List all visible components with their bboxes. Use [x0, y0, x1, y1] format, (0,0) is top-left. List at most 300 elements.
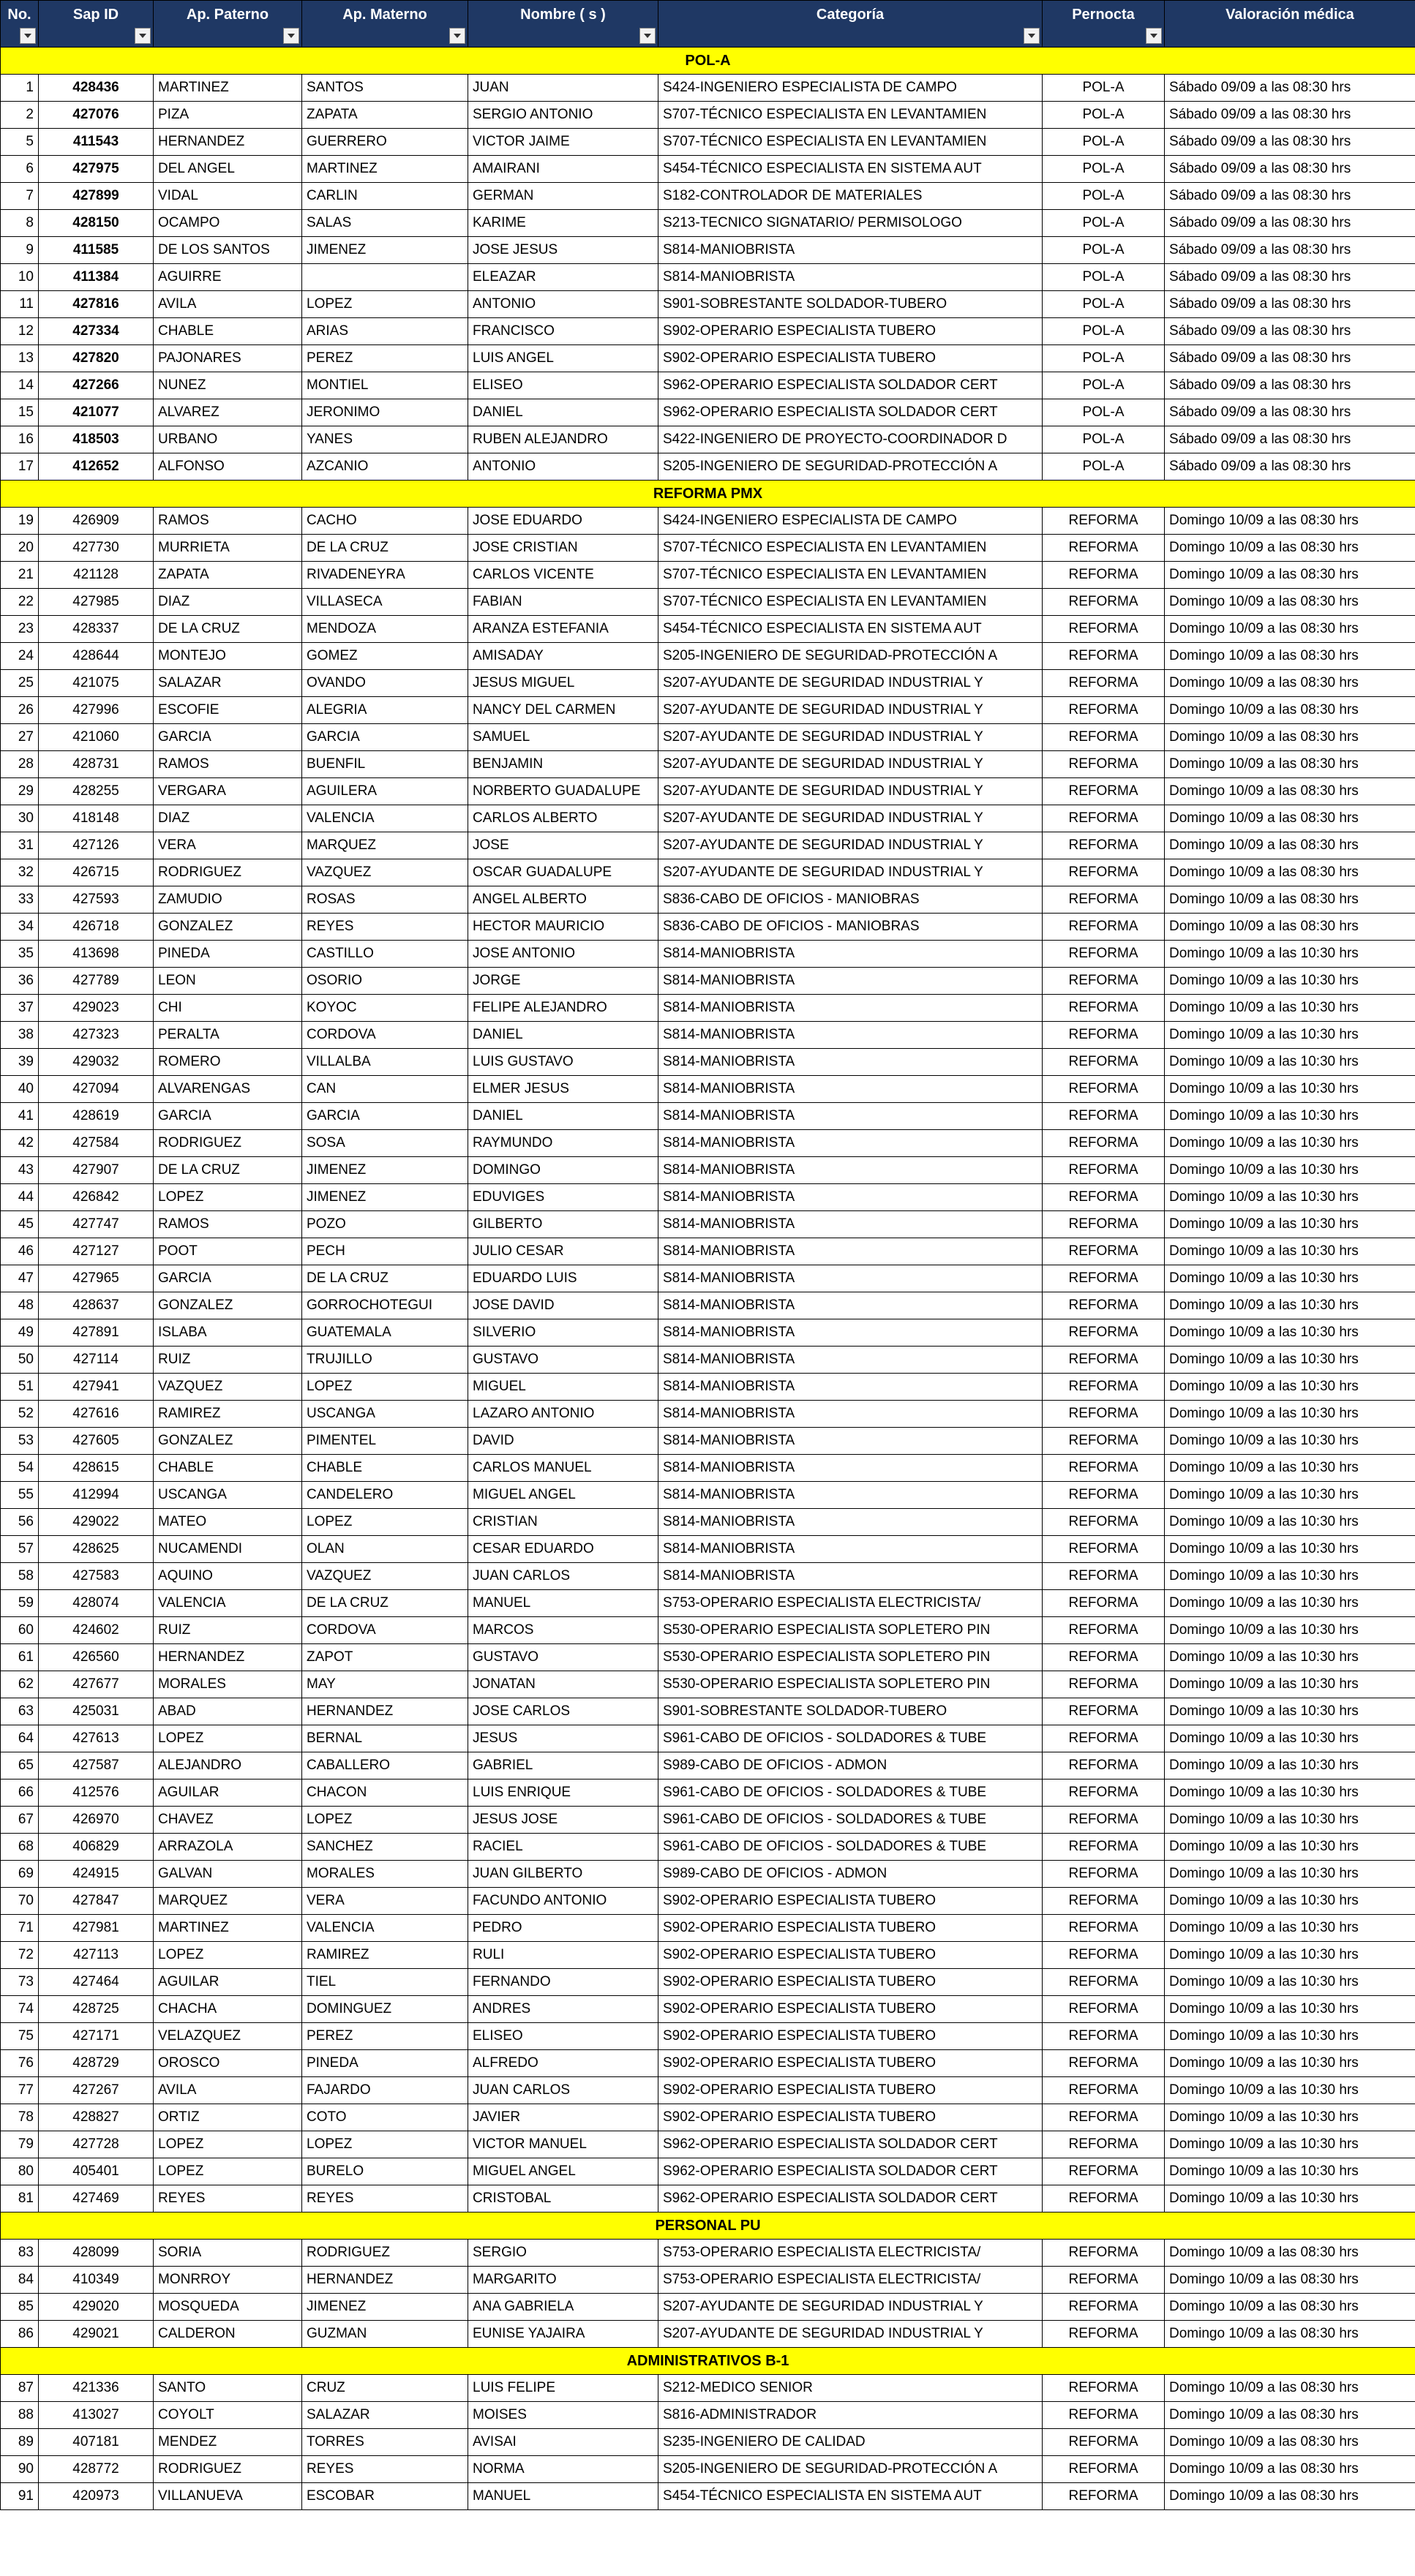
cell-categoria[interactable]: S207-AYUDANTE DE SEGURIDAD INDUSTRIAL Y	[658, 724, 1043, 751]
table-row[interactable]	[1, 968, 1415, 995]
cell-valoracion-medica[interactable]: Domingo 10/09 a las 08:30 hrs	[1165, 562, 1415, 589]
cell-valoracion-medica[interactable]: Domingo 10/09 a las 10:30 hrs	[1165, 1022, 1415, 1049]
cell-valoracion-medica[interactable]: Domingo 10/09 a las 08:30 hrs	[1165, 778, 1415, 805]
cell-pernocta[interactable]: REFORMA	[1043, 1022, 1165, 1049]
cell-pernocta[interactable]: REFORMA	[1043, 643, 1165, 670]
cell-sap-id[interactable]: 429023	[39, 995, 154, 1022]
cell-pernocta[interactable]: REFORMA	[1043, 1834, 1165, 1861]
cell-ap-paterno[interactable]: MATEO	[154, 1509, 302, 1536]
cell-ap-materno[interactable]: JIMENEZ	[302, 1157, 468, 1184]
cell-sap-id[interactable]: 427728	[39, 2131, 154, 2158]
table-row[interactable]	[1, 1807, 1415, 1834]
cell-ap-paterno[interactable]: CALDERON	[154, 2321, 302, 2348]
table-row[interactable]	[1, 372, 1415, 399]
cell-nombre[interactable]: JULIO CESAR	[468, 1238, 658, 1265]
cell-no[interactable]: 58	[1, 1563, 39, 1590]
table-row[interactable]	[1, 1130, 1415, 1157]
cell-no[interactable]: 49	[1, 1319, 39, 1347]
table-row[interactable]	[1, 1401, 1415, 1428]
cell-no[interactable]: 7	[1, 183, 39, 210]
cell-valoracion-medica[interactable]: Domingo 10/09 a las 10:30 hrs	[1165, 1752, 1415, 1780]
cell-ap-materno[interactable]: USCANGA	[302, 1401, 468, 1428]
cell-valoracion-medica[interactable]: Sábado 09/09 a las 08:30 hrs	[1165, 345, 1415, 372]
cell-ap-materno[interactable]: PINEDA	[302, 2050, 468, 2077]
cell-sap-id[interactable]: 427605	[39, 1428, 154, 1455]
cell-sap-id[interactable]: 427584	[39, 1130, 154, 1157]
cell-pernocta[interactable]: REFORMA	[1043, 778, 1165, 805]
table-row[interactable]	[1, 264, 1415, 291]
table-row[interactable]	[1, 1347, 1415, 1374]
table-row[interactable]	[1, 1211, 1415, 1238]
cell-valoracion-medica[interactable]: Domingo 10/09 a las 08:30 hrs	[1165, 886, 1415, 914]
cell-valoracion-medica[interactable]: Sábado 09/09 a las 08:30 hrs	[1165, 264, 1415, 291]
cell-nombre[interactable]: EDUVIGES	[468, 1184, 658, 1211]
cell-nombre[interactable]: GABRIEL	[468, 1752, 658, 1780]
cell-no[interactable]: 30	[1, 805, 39, 832]
table-row[interactable]	[1, 102, 1415, 129]
table-row[interactable]	[1, 1428, 1415, 1455]
filter-dropdown-icon[interactable]	[449, 28, 465, 44]
table-row[interactable]	[1, 643, 1415, 670]
cell-nombre[interactable]: GUSTAVO	[468, 1644, 658, 1671]
cell-pernocta[interactable]: REFORMA	[1043, 1807, 1165, 1834]
cell-pernocta[interactable]: POL-A	[1043, 183, 1165, 210]
cell-nombre[interactable]: MIGUEL	[468, 1374, 658, 1401]
cell-nombre[interactable]: LUIS GUSTAVO	[468, 1049, 658, 1076]
cell-ap-materno[interactable]: JIMENEZ	[302, 2294, 468, 2321]
cell-nombre[interactable]: RULI	[468, 1942, 658, 1969]
cell-sap-id[interactable]: 428337	[39, 616, 154, 643]
table-row[interactable]	[1, 805, 1415, 832]
cell-nombre[interactable]: JESUS	[468, 1725, 658, 1752]
cell-sap-id[interactable]: 426560	[39, 1644, 154, 1671]
cell-ap-materno[interactable]: PECH	[302, 1238, 468, 1265]
cell-sap-id[interactable]: 429021	[39, 2321, 154, 2348]
cell-nombre[interactable]: LUIS ENRIQUE	[468, 1780, 658, 1807]
cell-valoracion-medica[interactable]: Domingo 10/09 a las 08:30 hrs	[1165, 2321, 1415, 2348]
cell-sap-id[interactable]: 426715	[39, 859, 154, 886]
table-row[interactable]	[1, 1996, 1415, 2023]
cell-pernocta[interactable]: REFORMA	[1043, 1374, 1165, 1401]
cell-nombre[interactable]: ELEAZAR	[468, 264, 658, 291]
table-row[interactable]	[1, 318, 1415, 345]
table-row[interactable]	[1, 1590, 1415, 1617]
table-row[interactable]	[1, 778, 1415, 805]
cell-ap-paterno[interactable]: DIAZ	[154, 805, 302, 832]
cell-sap-id[interactable]: 427891	[39, 1319, 154, 1347]
cell-categoria[interactable]: S901-SOBRESTANTE SOLDADOR-TUBERO	[658, 1698, 1043, 1725]
cell-pernocta[interactable]: REFORMA	[1043, 2158, 1165, 2185]
table-row[interactable]	[1, 129, 1415, 156]
cell-pernocta[interactable]: REFORMA	[1043, 562, 1165, 589]
cell-sap-id[interactable]: 427747	[39, 1211, 154, 1238]
cell-categoria[interactable]: S454-TÉCNICO ESPECIALISTA EN SISTEMA AUT	[658, 2483, 1043, 2510]
cell-valoracion-medica[interactable]: Domingo 10/09 a las 08:30 hrs	[1165, 670, 1415, 697]
cell-categoria[interactable]: S814-MANIOBRISTA	[658, 1130, 1043, 1157]
cell-sap-id[interactable]: 427899	[39, 183, 154, 210]
cell-sap-id[interactable]: 428074	[39, 1590, 154, 1617]
cell-ap-materno[interactable]: CORDOVA	[302, 1022, 468, 1049]
cell-no[interactable]: 87	[1, 2375, 39, 2402]
cell-pernocta[interactable]: POL-A	[1043, 129, 1165, 156]
cell-categoria[interactable]: S989-CABO DE OFICIOS - ADMON	[658, 1861, 1043, 1888]
cell-pernocta[interactable]: REFORMA	[1043, 616, 1165, 643]
table-row[interactable]	[1, 291, 1415, 318]
cell-ap-materno[interactable]: OLAN	[302, 1536, 468, 1563]
cell-valoracion-medica[interactable]: Domingo 10/09 a las 08:30 hrs	[1165, 2456, 1415, 2483]
cell-valoracion-medica[interactable]: Domingo 10/09 a las 10:30 hrs	[1165, 1049, 1415, 1076]
cell-valoracion-medica[interactable]: Sábado 09/09 a las 08:30 hrs	[1165, 426, 1415, 453]
cell-nombre[interactable]: JORGE	[468, 968, 658, 995]
cell-categoria[interactable]: S207-AYUDANTE DE SEGURIDAD INDUSTRIAL Y	[658, 697, 1043, 724]
cell-no[interactable]: 42	[1, 1130, 39, 1157]
cell-categoria[interactable]: S422-INGENIERO DE PROYECTO-COORDINADOR D	[658, 426, 1043, 453]
filter-dropdown-icon[interactable]	[20, 28, 36, 44]
cell-pernocta[interactable]: REFORMA	[1043, 2294, 1165, 2321]
cell-valoracion-medica[interactable]: Domingo 10/09 a las 08:30 hrs	[1165, 535, 1415, 562]
table-row[interactable]	[1, 859, 1415, 886]
cell-ap-materno[interactable]: VILLASECA	[302, 589, 468, 616]
cell-ap-paterno[interactable]: GALVAN	[154, 1861, 302, 1888]
table-row[interactable]	[1, 1698, 1415, 1725]
cell-nombre[interactable]: SERGIO	[468, 2240, 658, 2267]
table-row[interactable]	[1, 453, 1415, 481]
cell-no[interactable]: 28	[1, 751, 39, 778]
cell-nombre[interactable]: SILVERIO	[468, 1319, 658, 1347]
cell-no[interactable]: 31	[1, 832, 39, 859]
cell-sap-id[interactable]: 428731	[39, 751, 154, 778]
cell-nombre[interactable]: CRISTIAN	[468, 1509, 658, 1536]
cell-no[interactable]: 38	[1, 1022, 39, 1049]
cell-pernocta[interactable]: REFORMA	[1043, 1563, 1165, 1590]
table-row[interactable]	[1, 2077, 1415, 2104]
cell-ap-materno[interactable]: VALENCIA	[302, 1915, 468, 1942]
cell-nombre[interactable]: BENJAMIN	[468, 751, 658, 778]
cell-ap-paterno[interactable]: SALAZAR	[154, 670, 302, 697]
cell-valoracion-medica[interactable]: Domingo 10/09 a las 08:30 hrs	[1165, 616, 1415, 643]
cell-valoracion-medica[interactable]: Domingo 10/09 a las 10:30 hrs	[1165, 1671, 1415, 1698]
cell-sap-id[interactable]: 412576	[39, 1780, 154, 1807]
table-row[interactable]	[1, 832, 1415, 859]
cell-sap-id[interactable]: 428644	[39, 643, 154, 670]
cell-categoria[interactable]: S207-AYUDANTE DE SEGURIDAD INDUSTRIAL Y	[658, 670, 1043, 697]
cell-sap-id[interactable]: 427094	[39, 1076, 154, 1103]
cell-pernocta[interactable]: REFORMA	[1043, 1157, 1165, 1184]
cell-valoracion-medica[interactable]: Domingo 10/09 a las 10:30 hrs	[1165, 1861, 1415, 1888]
cell-nombre[interactable]: DANIEL	[468, 399, 658, 426]
cell-valoracion-medica[interactable]: Sábado 09/09 a las 08:30 hrs	[1165, 237, 1415, 264]
cell-valoracion-medica[interactable]: Domingo 10/09 a las 08:30 hrs	[1165, 832, 1415, 859]
cell-no[interactable]: 8	[1, 210, 39, 237]
cell-no[interactable]: 36	[1, 968, 39, 995]
cell-ap-paterno[interactable]: VILLANUEVA	[154, 2483, 302, 2510]
cell-nombre[interactable]: SERGIO ANTONIO	[468, 102, 658, 129]
cell-categoria[interactable]: S207-AYUDANTE DE SEGURIDAD INDUSTRIAL Y	[658, 778, 1043, 805]
cell-nombre[interactable]: ALFREDO	[468, 2050, 658, 2077]
cell-sap-id[interactable]: 427171	[39, 2023, 154, 2050]
table-row[interactable]	[1, 1752, 1415, 1780]
cell-categoria[interactable]: S182-CONTROLADOR DE MATERIALES	[658, 183, 1043, 210]
cell-nombre[interactable]: JUAN CARLOS	[468, 2077, 658, 2104]
cell-ap-paterno[interactable]: MARTINEZ	[154, 1915, 302, 1942]
cell-ap-paterno[interactable]: VELAZQUEZ	[154, 2023, 302, 2050]
cell-categoria[interactable]: S530-OPERARIO ESPECIALISTA SOPLETERO PIN	[658, 1617, 1043, 1644]
cell-nombre[interactable]: JOSE DAVID	[468, 1292, 658, 1319]
cell-no[interactable]: 11	[1, 291, 39, 318]
filter-dropdown-icon[interactable]	[135, 28, 151, 44]
cell-valoracion-medica[interactable]: Domingo 10/09 a las 10:30 hrs	[1165, 1617, 1415, 1644]
cell-ap-paterno[interactable]: ABAD	[154, 1698, 302, 1725]
cell-no[interactable]: 39	[1, 1049, 39, 1076]
cell-categoria[interactable]: S962-OPERARIO ESPECIALISTA SOLDADOR CERT	[658, 399, 1043, 426]
cell-sap-id[interactable]: 424915	[39, 1861, 154, 1888]
cell-no[interactable]: 20	[1, 535, 39, 562]
cell-nombre[interactable]: ELISEO	[468, 2023, 658, 2050]
cell-categoria[interactable]: S814-MANIOBRISTA	[658, 995, 1043, 1022]
cell-ap-materno[interactable]: COTO	[302, 2104, 468, 2131]
cell-valoracion-medica[interactable]: Domingo 10/09 a las 08:30 hrs	[1165, 508, 1415, 535]
cell-ap-paterno[interactable]: CHACHA	[154, 1996, 302, 2023]
cell-ap-materno[interactable]: LOPEZ	[302, 1807, 468, 1834]
cell-ap-materno[interactable]: VAZQUEZ	[302, 859, 468, 886]
cell-ap-paterno[interactable]: CHABLE	[154, 318, 302, 345]
cell-nombre[interactable]: FACUNDO ANTONIO	[468, 1888, 658, 1915]
cell-pernocta[interactable]: REFORMA	[1043, 2456, 1165, 2483]
cell-no[interactable]: 71	[1, 1915, 39, 1942]
cell-categoria[interactable]: S454-TÉCNICO ESPECIALISTA EN SISTEMA AUT	[658, 156, 1043, 183]
cell-no[interactable]: 79	[1, 2131, 39, 2158]
cell-sap-id[interactable]: 428619	[39, 1103, 154, 1130]
cell-ap-materno[interactable]: RIVADENEYRA	[302, 562, 468, 589]
cell-ap-materno[interactable]: LOPEZ	[302, 291, 468, 318]
cell-ap-paterno[interactable]: USCANGA	[154, 1482, 302, 1509]
cell-ap-materno[interactable]: CABALLERO	[302, 1752, 468, 1780]
cell-no[interactable]: 77	[1, 2077, 39, 2104]
cell-pernocta[interactable]: POL-A	[1043, 102, 1165, 129]
cell-nombre[interactable]: ELISEO	[468, 372, 658, 399]
cell-ap-paterno[interactable]: MONTEJO	[154, 643, 302, 670]
cell-ap-materno[interactable]: ZAPATA	[302, 102, 468, 129]
cell-sap-id[interactable]: 428725	[39, 1996, 154, 2023]
cell-pernocta[interactable]: REFORMA	[1043, 1536, 1165, 1563]
table-row[interactable]	[1, 1482, 1415, 1509]
cell-valoracion-medica[interactable]: Domingo 10/09 a las 10:30 hrs	[1165, 1834, 1415, 1861]
cell-ap-materno[interactable]: SALAS	[302, 210, 468, 237]
cell-ap-paterno[interactable]: RAMOS	[154, 1211, 302, 1238]
cell-sap-id[interactable]: 418503	[39, 426, 154, 453]
cell-valoracion-medica[interactable]: Domingo 10/09 a las 08:30 hrs	[1165, 751, 1415, 778]
cell-no[interactable]: 69	[1, 1861, 39, 1888]
cell-categoria[interactable]: S213-TECNICO SIGNATARIO/ PERMISOLOGO	[658, 210, 1043, 237]
cell-valoracion-medica[interactable]: Domingo 10/09 a las 10:30 hrs	[1165, 1807, 1415, 1834]
cell-categoria[interactable]: S707-TÉCNICO ESPECIALISTA EN LEVANTAMIEN	[658, 102, 1043, 129]
cell-ap-materno[interactable]: TRUJILLO	[302, 1347, 468, 1374]
cell-ap-paterno[interactable]: DE LA CRUZ	[154, 1157, 302, 1184]
cell-ap-materno[interactable]: CRUZ	[302, 2375, 468, 2402]
cell-ap-materno[interactable]: GUATEMALA	[302, 1319, 468, 1347]
cell-categoria[interactable]: S753-OPERARIO ESPECIALISTA ELECTRICISTA/	[658, 2267, 1043, 2294]
cell-no[interactable]: 32	[1, 859, 39, 886]
cell-sap-id[interactable]: 426909	[39, 508, 154, 535]
cell-nombre[interactable]: AVISAI	[468, 2429, 658, 2456]
cell-ap-paterno[interactable]: CHAVEZ	[154, 1807, 302, 1834]
cell-nombre[interactable]: VICTOR JAIME	[468, 129, 658, 156]
cell-nombre[interactable]: AMAIRANI	[468, 156, 658, 183]
cell-sap-id[interactable]: 411543	[39, 129, 154, 156]
table-row[interactable]	[1, 2402, 1415, 2429]
cell-ap-paterno[interactable]: REYES	[154, 2185, 302, 2212]
cell-no[interactable]: 10	[1, 264, 39, 291]
cell-ap-paterno[interactable]: MURRIETA	[154, 535, 302, 562]
cell-no[interactable]: 85	[1, 2294, 39, 2321]
cell-sap-id[interactable]: 427730	[39, 535, 154, 562]
cell-ap-paterno[interactable]: AVILA	[154, 2077, 302, 2104]
cell-sap-id[interactable]: 426842	[39, 1184, 154, 1211]
cell-no[interactable]: 61	[1, 1644, 39, 1671]
cell-pernocta[interactable]: REFORMA	[1043, 2131, 1165, 2158]
cell-categoria[interactable]: S814-MANIOBRISTA	[658, 1184, 1043, 1211]
cell-ap-materno[interactable]: RAMIREZ	[302, 1942, 468, 1969]
cell-ap-paterno[interactable]: COYOLT	[154, 2402, 302, 2429]
cell-ap-materno[interactable]: ZAPOT	[302, 1644, 468, 1671]
cell-valoracion-medica[interactable]: Domingo 10/09 a las 10:30 hrs	[1165, 1428, 1415, 1455]
cell-categoria[interactable]: S962-OPERARIO ESPECIALISTA SOLDADOR CERT	[658, 2131, 1043, 2158]
table-row[interactable]	[1, 1942, 1415, 1969]
cell-ap-paterno[interactable]: AQUINO	[154, 1563, 302, 1590]
table-row[interactable]	[1, 1671, 1415, 1698]
table-row[interactable]	[1, 1238, 1415, 1265]
cell-ap-paterno[interactable]: DIAZ	[154, 589, 302, 616]
cell-valoracion-medica[interactable]: Domingo 10/09 a las 10:30 hrs	[1165, 1969, 1415, 1996]
cell-categoria[interactable]: S707-TÉCNICO ESPECIALISTA EN LEVANTAMIEN	[658, 129, 1043, 156]
table-row[interactable]	[1, 1319, 1415, 1347]
table-row[interactable]	[1, 1292, 1415, 1319]
cell-no[interactable]: 44	[1, 1184, 39, 1211]
cell-ap-materno[interactable]: MENDOZA	[302, 616, 468, 643]
cell-sap-id[interactable]: 427464	[39, 1969, 154, 1996]
cell-nombre[interactable]: NANCY DEL CARMEN	[468, 697, 658, 724]
cell-no[interactable]: 72	[1, 1942, 39, 1969]
cell-ap-materno[interactable]: BERNAL	[302, 1725, 468, 1752]
cell-ap-paterno[interactable]: MARQUEZ	[154, 1888, 302, 1915]
cell-categoria[interactable]: S814-MANIOBRISTA	[658, 1401, 1043, 1428]
cell-ap-paterno[interactable]: RAMOS	[154, 751, 302, 778]
cell-ap-materno[interactable]: MARTINEZ	[302, 156, 468, 183]
cell-ap-paterno[interactable]: OROSCO	[154, 2050, 302, 2077]
cell-categoria[interactable]: S814-MANIOBRISTA	[658, 1563, 1043, 1590]
cell-sap-id[interactable]: 426718	[39, 914, 154, 941]
cell-ap-materno[interactable]: CACHO	[302, 508, 468, 535]
cell-categoria[interactable]: S814-MANIOBRISTA	[658, 1319, 1043, 1347]
cell-categoria[interactable]: S961-CABO DE OFICIOS - SOLDADORES & TUBE	[658, 1807, 1043, 1834]
cell-ap-paterno[interactable]: RODRIGUEZ	[154, 2456, 302, 2483]
table-row[interactable]	[1, 1103, 1415, 1130]
cell-pernocta[interactable]: REFORMA	[1043, 724, 1165, 751]
cell-categoria[interactable]: S814-MANIOBRISTA	[658, 1238, 1043, 1265]
cell-no[interactable]: 19	[1, 508, 39, 535]
cell-valoracion-medica[interactable]: Domingo 10/09 a las 10:30 hrs	[1165, 1482, 1415, 1509]
cell-valoracion-medica[interactable]: Domingo 10/09 a las 08:30 hrs	[1165, 2402, 1415, 2429]
cell-sap-id[interactable]: 427334	[39, 318, 154, 345]
cell-ap-paterno[interactable]: VERA	[154, 832, 302, 859]
cell-categoria[interactable]: S212-MEDICO SENIOR	[658, 2375, 1043, 2402]
cell-sap-id[interactable]: 412652	[39, 453, 154, 481]
cell-sap-id[interactable]: 427613	[39, 1725, 154, 1752]
cell-no[interactable]: 64	[1, 1725, 39, 1752]
cell-nombre[interactable]: EDUARDO LUIS	[468, 1265, 658, 1292]
cell-categoria[interactable]: S836-CABO DE OFICIOS - MANIOBRAS	[658, 914, 1043, 941]
cell-pernocta[interactable]: REFORMA	[1043, 751, 1165, 778]
cell-ap-paterno[interactable]: LOPEZ	[154, 1184, 302, 1211]
cell-no[interactable]: 14	[1, 372, 39, 399]
cell-pernocta[interactable]: REFORMA	[1043, 1888, 1165, 1915]
cell-sap-id[interactable]: 428615	[39, 1455, 154, 1482]
cell-pernocta[interactable]: REFORMA	[1043, 1130, 1165, 1157]
cell-pernocta[interactable]: REFORMA	[1043, 1049, 1165, 1076]
cell-valoracion-medica[interactable]: Domingo 10/09 a las 08:30 hrs	[1165, 2429, 1415, 2456]
cell-ap-paterno[interactable]: MARTINEZ	[154, 75, 302, 102]
cell-ap-materno[interactable]: GORROCHOTEGUI	[302, 1292, 468, 1319]
cell-ap-paterno[interactable]: DEL ANGEL	[154, 156, 302, 183]
cell-ap-materno[interactable]: SANTOS	[302, 75, 468, 102]
cell-nombre[interactable]: JONATAN	[468, 1671, 658, 1698]
cell-nombre[interactable]: DOMINGO	[468, 1157, 658, 1184]
cell-categoria[interactable]: S814-MANIOBRISTA	[658, 1455, 1043, 1482]
table-row[interactable]	[1, 183, 1415, 210]
cell-categoria[interactable]: S961-CABO DE OFICIOS - SOLDADORES & TUBE	[658, 1834, 1043, 1861]
cell-nombre[interactable]: LUIS ANGEL	[468, 345, 658, 372]
cell-sap-id[interactable]: 411384	[39, 264, 154, 291]
cell-ap-paterno[interactable]: PAJONARES	[154, 345, 302, 372]
cell-nombre[interactable]: FABIAN	[468, 589, 658, 616]
cell-pernocta[interactable]: POL-A	[1043, 426, 1165, 453]
cell-ap-materno[interactable]: VAZQUEZ	[302, 1563, 468, 1590]
cell-ap-paterno[interactable]: URBANO	[154, 426, 302, 453]
table-row[interactable]	[1, 2375, 1415, 2402]
cell-sap-id[interactable]: 428625	[39, 1536, 154, 1563]
table-row[interactable]	[1, 724, 1415, 751]
cell-ap-paterno[interactable]: AGUILAR	[154, 1969, 302, 1996]
cell-no[interactable]: 17	[1, 453, 39, 481]
cell-pernocta[interactable]: REFORMA	[1043, 1455, 1165, 1482]
cell-ap-paterno[interactable]: LOPEZ	[154, 2131, 302, 2158]
cell-pernocta[interactable]: REFORMA	[1043, 1482, 1165, 1509]
cell-pernocta[interactable]: REFORMA	[1043, 1428, 1165, 1455]
cell-nombre[interactable]: FERNANDO	[468, 1969, 658, 1996]
cell-valoracion-medica[interactable]: Domingo 10/09 a las 08:30 hrs	[1165, 2267, 1415, 2294]
cell-nombre[interactable]: JOSE CRISTIAN	[468, 535, 658, 562]
cell-no[interactable]: 56	[1, 1509, 39, 1536]
cell-nombre[interactable]: DANIEL	[468, 1103, 658, 1130]
cell-no[interactable]: 29	[1, 778, 39, 805]
cell-ap-materno[interactable]: BUENFIL	[302, 751, 468, 778]
cell-ap-materno[interactable]: DE LA CRUZ	[302, 1590, 468, 1617]
cell-valoracion-medica[interactable]: Domingo 10/09 a las 08:30 hrs	[1165, 2375, 1415, 2402]
table-row[interactable]	[1, 399, 1415, 426]
cell-valoracion-medica[interactable]: Domingo 10/09 a las 10:30 hrs	[1165, 2023, 1415, 2050]
cell-ap-materno[interactable]: GOMEZ	[302, 643, 468, 670]
cell-sap-id[interactable]: 427076	[39, 102, 154, 129]
cell-no[interactable]: 34	[1, 914, 39, 941]
cell-no[interactable]: 65	[1, 1752, 39, 1780]
cell-sap-id[interactable]: 410349	[39, 2267, 154, 2294]
cell-categoria[interactable]: S902-OPERARIO ESPECIALISTA TUBERO	[658, 345, 1043, 372]
cell-valoracion-medica[interactable]: Domingo 10/09 a las 08:30 hrs	[1165, 697, 1415, 724]
cell-ap-materno[interactable]: ESCOBAR	[302, 2483, 468, 2510]
cell-valoracion-medica[interactable]: Domingo 10/09 a las 10:30 hrs	[1165, 1455, 1415, 1482]
cell-pernocta[interactable]: REFORMA	[1043, 1238, 1165, 1265]
cell-nombre[interactable]: DAVID	[468, 1428, 658, 1455]
